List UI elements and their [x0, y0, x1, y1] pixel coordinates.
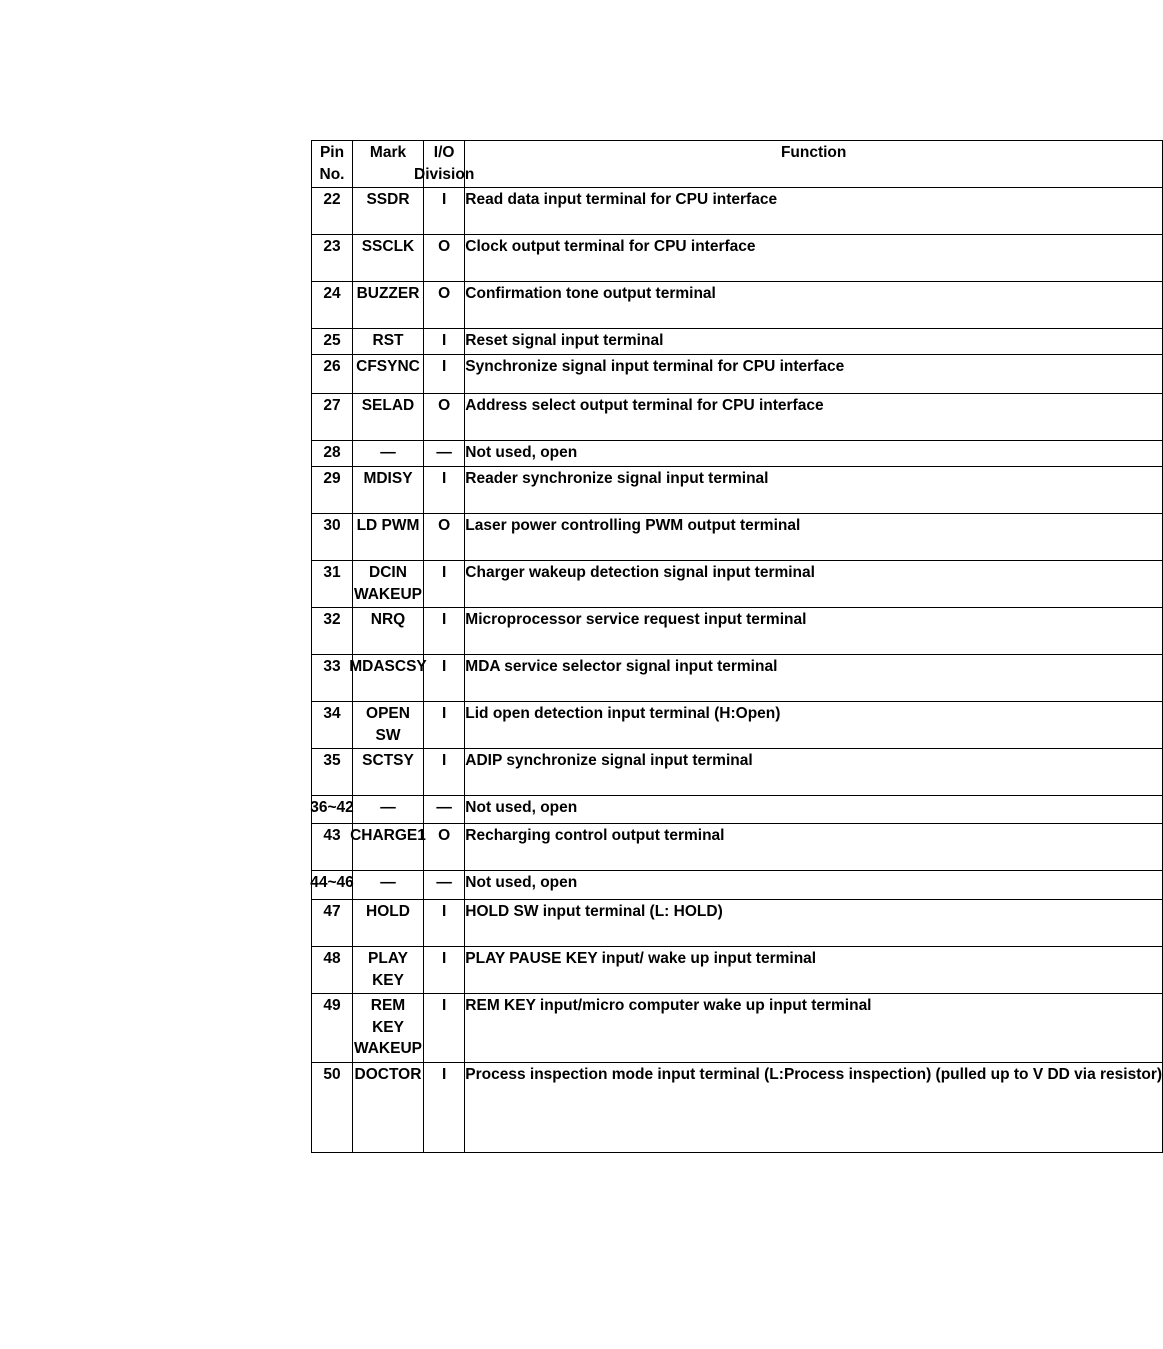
- pin-function: Not used, open: [465, 441, 1163, 467]
- pin-io-division: O: [424, 394, 465, 441]
- pin-mark: RST: [353, 329, 424, 355]
- pin-function: Process inspection mode input terminal (L:Process inspection) (pulled up to V DD via resistor): [465, 1062, 1163, 1152]
- table-row: [312, 394, 1163, 441]
- pin-number: 32: [312, 608, 353, 655]
- table-row: [312, 355, 1163, 394]
- header-pin-no: Pin No.: [312, 141, 353, 188]
- pin-io-division: I: [424, 329, 465, 355]
- pin-function: Reader synchronize signal input terminal: [465, 467, 1163, 514]
- table-row: [312, 188, 1163, 235]
- pin-number: 36~42: [312, 796, 353, 824]
- table-row: [312, 467, 1163, 514]
- table-row: [312, 514, 1163, 561]
- pin-number: 24: [312, 282, 353, 329]
- pin-io-division: I: [424, 1062, 465, 1152]
- pin-mark: SSCLK: [353, 235, 424, 282]
- pin-function: REM KEY input/micro computer wake up input terminal: [465, 994, 1163, 1063]
- pin-function: Confirmation tone output terminal: [465, 282, 1163, 329]
- table-row: [312, 441, 1163, 467]
- header-function: Function: [465, 141, 1163, 188]
- pin-number: 22: [312, 188, 353, 235]
- pin-number: 26: [312, 355, 353, 394]
- pin-io-division: I: [424, 561, 465, 608]
- table-row: [312, 824, 1163, 871]
- pin-io-division: O: [424, 282, 465, 329]
- pin-function: Microprocessor service request input terminal: [465, 608, 1163, 655]
- pin-number: 25: [312, 329, 353, 355]
- table-row: [312, 1062, 1163, 1152]
- pin-mark: DCIN WAKEUP: [353, 561, 424, 608]
- pin-function: Clock output terminal for CPU interface: [465, 235, 1163, 282]
- pin-function: Laser power controlling PWM output terminal: [465, 514, 1163, 561]
- pin-mark: SSDR: [353, 188, 424, 235]
- pin-io-division: O: [424, 235, 465, 282]
- pin-mark: NRQ: [353, 608, 424, 655]
- table-row: [312, 994, 1163, 1063]
- pin-number: 34: [312, 702, 353, 749]
- table-row: [312, 561, 1163, 608]
- pin-number: 31: [312, 561, 353, 608]
- pin-io-division: —: [424, 441, 465, 467]
- pin-number: 50: [312, 1062, 353, 1152]
- pin-io-division: —: [424, 871, 465, 900]
- table-row: [312, 329, 1163, 355]
- pin-mark: SELAD: [353, 394, 424, 441]
- table-row: [312, 947, 1163, 994]
- pin-io-division: I: [424, 749, 465, 796]
- pin-function: HOLD SW input terminal (L: HOLD): [465, 900, 1163, 947]
- pin-mark: LD PWM: [353, 514, 424, 561]
- pin-number: 30: [312, 514, 353, 561]
- table-row: [312, 749, 1163, 796]
- pin-number: 43: [312, 824, 353, 871]
- pin-io-division: I: [424, 994, 465, 1063]
- pin-function: Not used, open: [465, 796, 1163, 824]
- pin-mark: PLAY KEY: [353, 947, 424, 994]
- pin-mark: MDISY: [353, 467, 424, 514]
- pin-io-division: I: [424, 355, 465, 394]
- table-row: [312, 796, 1163, 824]
- pin-io-division: I: [424, 188, 465, 235]
- pin-mark: SCTSY: [353, 749, 424, 796]
- table-row: [312, 282, 1163, 329]
- pin-number: 49: [312, 994, 353, 1063]
- table-row: [312, 235, 1163, 282]
- pin-number: 48: [312, 947, 353, 994]
- pin-function: Synchronize signal input terminal for CPU interface: [465, 355, 1163, 394]
- pin-io-division: —: [424, 796, 465, 824]
- pin-function: Recharging control output terminal: [465, 824, 1163, 871]
- pin-function: Read data input terminal for CPU interface: [465, 188, 1163, 235]
- pin-io-division: I: [424, 702, 465, 749]
- pin-number: 44~46: [312, 871, 353, 900]
- pin-number: 35: [312, 749, 353, 796]
- pin-io-division: I: [424, 467, 465, 514]
- pin-mark: REM KEY WAKEUP: [353, 994, 424, 1063]
- pin-io-division: O: [424, 824, 465, 871]
- pin-mark: CHARGE1: [353, 824, 424, 871]
- pin-mark: DOCTOR: [353, 1062, 424, 1152]
- header-io-division: I/O Division: [424, 141, 465, 188]
- pin-function: MDA service selector signal input terminal: [465, 655, 1163, 702]
- pin-io-division: O: [424, 514, 465, 561]
- pin-function: Charger wakeup detection signal input terminal: [465, 561, 1163, 608]
- pin-function-table: [311, 140, 1163, 1153]
- pin-io-division: I: [424, 947, 465, 994]
- pin-io-division: I: [424, 655, 465, 702]
- table-row: [312, 702, 1163, 749]
- table-row: [312, 608, 1163, 655]
- pin-mark: —: [353, 796, 424, 824]
- pin-function: Lid open detection input terminal (H:Open): [465, 702, 1163, 749]
- header-mark: Mark: [353, 141, 424, 188]
- pin-io-division: I: [424, 608, 465, 655]
- pin-mark: —: [353, 871, 424, 900]
- pin-mark: —: [353, 441, 424, 467]
- pin-mark: MDASCSY: [353, 655, 424, 702]
- pin-function: Not used, open: [465, 871, 1163, 900]
- pin-function: ADIP synchronize signal input terminal: [465, 749, 1163, 796]
- pin-mark: OPEN SW: [353, 702, 424, 749]
- table-row: [312, 900, 1163, 947]
- pin-number: 28: [312, 441, 353, 467]
- pin-number: 29: [312, 467, 353, 514]
- pin-mark: HOLD: [353, 900, 424, 947]
- table-header-row: [312, 141, 1163, 188]
- pin-number: 33: [312, 655, 353, 702]
- pin-number: 27: [312, 394, 353, 441]
- pin-number: 47: [312, 900, 353, 947]
- table-row: [312, 655, 1163, 702]
- pin-mark: BUZZER: [353, 282, 424, 329]
- pin-io-division: I: [424, 900, 465, 947]
- pin-function: Reset signal input terminal: [465, 329, 1163, 355]
- pin-function: PLAY PAUSE KEY input/ wake up input terminal: [465, 947, 1163, 994]
- pin-mark: CFSYNC: [353, 355, 424, 394]
- pin-number: 23: [312, 235, 353, 282]
- pin-function: Address select output terminal for CPU interface: [465, 394, 1163, 441]
- table-row: [312, 871, 1163, 900]
